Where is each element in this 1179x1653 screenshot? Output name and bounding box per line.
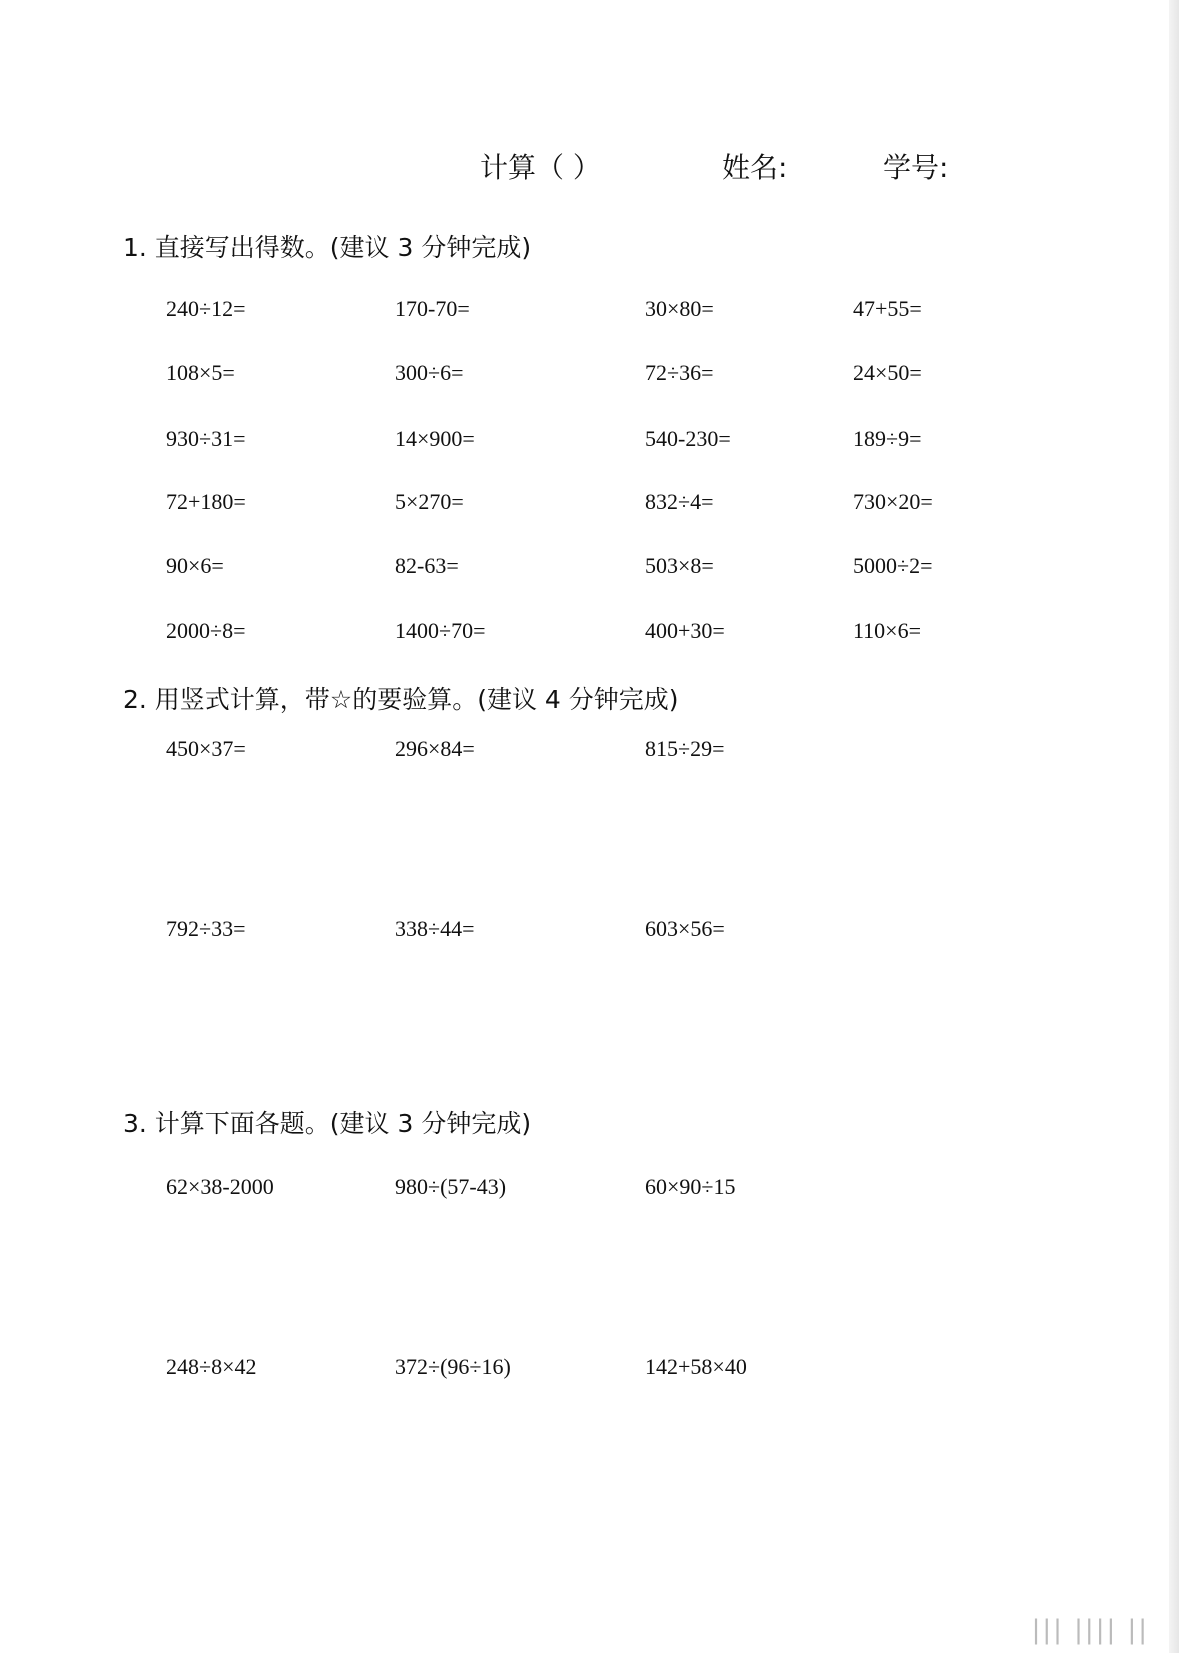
problem: 248÷8×42 (166, 1354, 257, 1379)
worksheet-header (0, 146, 1179, 190)
problem: 792÷33= (166, 916, 246, 941)
problem: 90×6= (166, 553, 224, 578)
problem: 62×38-2000 (166, 1174, 274, 1199)
problem: 142+58×40 (645, 1354, 747, 1379)
problem: 108×5= (166, 360, 235, 385)
problem: 72+180= (166, 489, 246, 514)
problem: 72÷36= (645, 360, 714, 385)
problem: 189÷9= (853, 426, 922, 451)
page-edge (1169, 0, 1179, 1653)
problem: 338÷44= (395, 916, 475, 941)
problem: 5000÷2= (853, 553, 933, 578)
problem: 730×20= (853, 489, 933, 514)
watermark-mark: ||| |||| || (1031, 1615, 1149, 1645)
problem: 372÷(96÷16) (395, 1354, 511, 1379)
problem: 110×6= (853, 618, 921, 643)
problem: 603×56= (645, 916, 725, 941)
section-3-title: 3. 计算下面各题。(建议 3 分钟完成) (123, 1109, 532, 1138)
problem: 296×84= (395, 736, 475, 761)
problem: 980÷(57-43) (395, 1174, 507, 1199)
problem: 503×8= (645, 553, 714, 578)
problem: 832÷4= (645, 489, 714, 514)
name-label: 姓名: (722, 151, 788, 184)
problem: 14×900= (395, 426, 475, 451)
problem: 47+55= (853, 296, 922, 321)
problem: 170-70= (395, 296, 470, 321)
problem: 30×80= (645, 296, 714, 321)
student-id-label: 学号: (883, 151, 949, 184)
problem: 1400÷70= (395, 618, 486, 643)
section-1-title: 1. 直接写出得数。(建议 3 分钟完成) (123, 233, 532, 262)
problem: 450×37= (166, 736, 246, 761)
problem: 82-63= (395, 553, 459, 578)
section-2-title: 2. 用竖式计算，带☆的要验算。(建议 4 分钟完成) (123, 685, 679, 714)
problem: 815÷29= (645, 736, 725, 761)
problem: 2000÷8= (166, 618, 246, 643)
worksheet-title: 计算（ ） (480, 151, 601, 184)
problem: 300÷6= (395, 360, 464, 385)
problem: 540-230= (645, 426, 731, 451)
problem: 5×270= (395, 489, 464, 514)
problem: 400+30= (645, 618, 725, 643)
problem: 24×50= (853, 360, 922, 385)
problem: 240÷12= (166, 296, 246, 321)
problem: 930÷31= (166, 426, 246, 451)
problem: 60×90÷15 (645, 1174, 736, 1199)
